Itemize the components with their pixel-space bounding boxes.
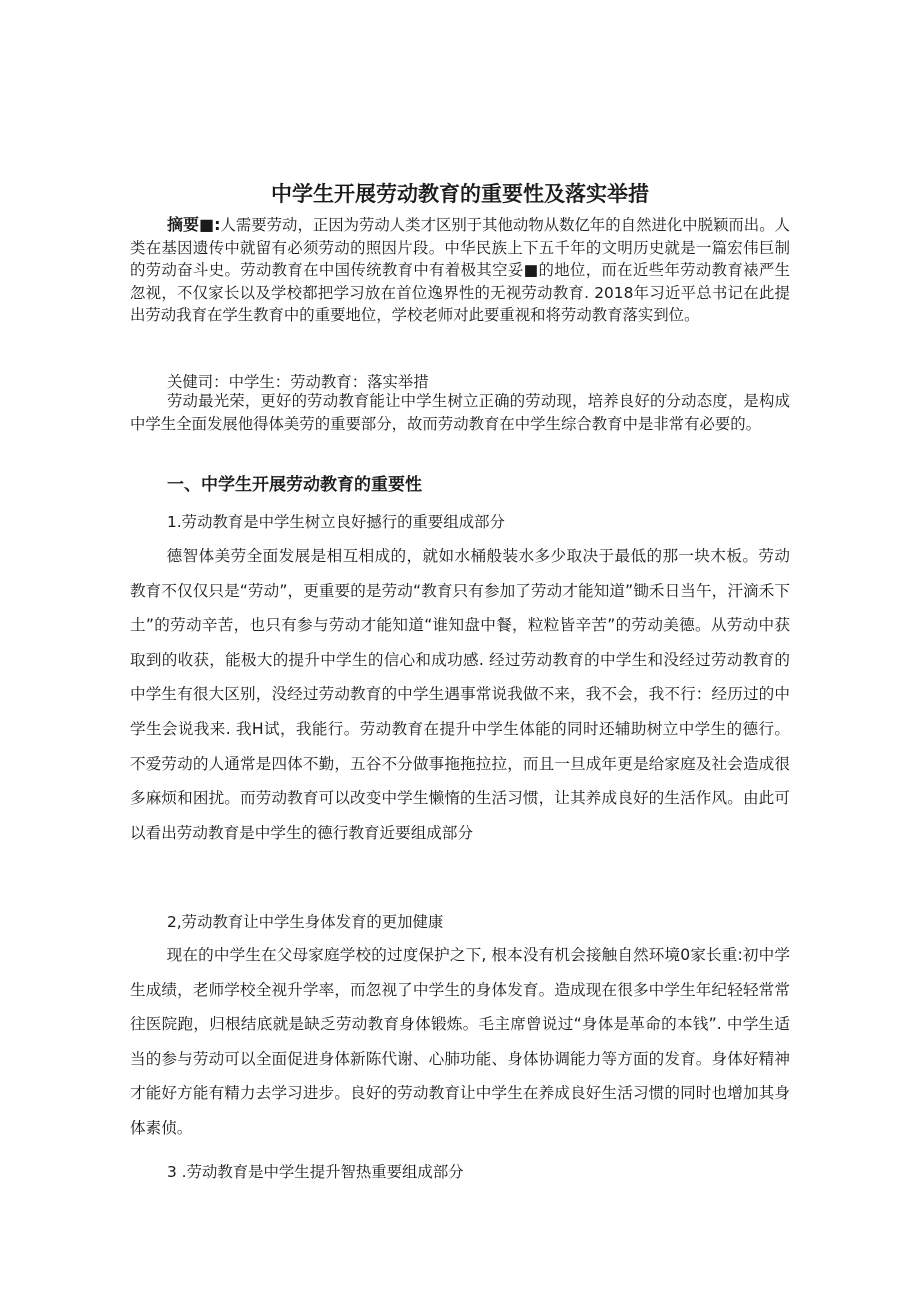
intro-paragraph: 劳动最光荣，更好的劳动教育能让中学生树立正确的劳动现，培养良好的分动态度，是构成中学生全面发展他得体美劳的重要部分，故而劳动教育在中学生综合教育中是非常有必要的。 xyxy=(130,392,790,433)
section-heading-1: 一、中学生开展劳动教育的重要性 xyxy=(167,475,422,495)
subsection-body-2: 现在的中学生在父母家庭学校的过度保护之下, 根本没有机会接触自然环境0家长重:初中学生成绩，老师学校全视升学率，而忽视了中学生的身体发育。造成现在很多中学生年纪轻轻常常往医院跑，归根结底就是缺乏劳动教育身体锻炼。毛主席曾说过“身体是革命的本钱”. 中学生适当的参与劳动可以全面促进身体新陈代谢、心肺功能、身体协调能力等方面的发育。身体好精神才能好方能有精力去学习进步。良好的劳动教育让中学生在养成良好生活习惯的同时也增加其身体素侦。 xyxy=(130,946,790,1137)
abstract-text: 人需要劳动，正因为劳动人类才区别于其他动物从数亿年的自然进化中脱颖而出。人类在基因遗传中就留有必须劳动的照因片段。中华民族上下五千年的文明历史就是一篇宏伟巨制的劳动奋斗史。劳动教育在中国传统教育中有着极其空妥■的地位，而在近些年劳动教育裱严生忽视，不仅家长以及学校都把学习放在首位逸界性的无视劳动教育. 2018年习近平总书记在此提出劳动我育在学生教育中的重要地位，学校老师对此要重视和将劳动教育落实到位。 xyxy=(130,216,790,325)
subsection-heading-1: 1.劳动教育是中学生树立良好撼行的重要组成部分 xyxy=(167,513,505,531)
abstract-label: 摘要■: xyxy=(166,215,221,234)
subsection-heading-2: 2,劳动教育让中学生身体发育的更加健康 xyxy=(167,913,444,931)
subsection-body-1: 德智体美劳全面发展是相互相成的，就如水桶般装水多少取决于最低的那一块木板。劳动教育不仅仅只是“劳动”，更重要的是劳动“教育只有参加了劳动才能知道”锄禾日当午，汗滴禾下土”的劳动辛苦，也只有参与劳动才能知道“谁知盘中餐，粒粒皆辛苦”的劳动美德。从劳动中获取到的收获，能极大的提升中学生的信心和成功感. 经过劳动教育的中学生和没经过劳动教育的中学生有很大区别，没经过劳动教育的中学生遇事常说我做不来，我不会，我不行：经历过的中学生会说我来. 我H试，我能行。劳动教育在提升中学生体能的同时还辅助树立中学生的德行。不爱劳动的人通常是四体不勤，五谷不分做事拖拖拉拉，而且一旦成年更是给家庭及社会造成很多麻烦和困扰。而劳动教育可以改变中学生懒惰的生活习惯，让其养成良好的生活作风。由此可以看出劳动教育是中学生的德行教育近要组成部分 xyxy=(130,547,790,842)
subsection-heading-3: 3 .劳动教育是中学生提升智热重要组成部分 xyxy=(167,1163,464,1181)
abstract-paragraph xyxy=(130,214,790,327)
keywords-line: 关健司：中学生：劳动教育：落实举措 xyxy=(167,373,429,391)
document-title: 中学生开展劳动教育的重要性及落实举措 xyxy=(271,182,649,206)
